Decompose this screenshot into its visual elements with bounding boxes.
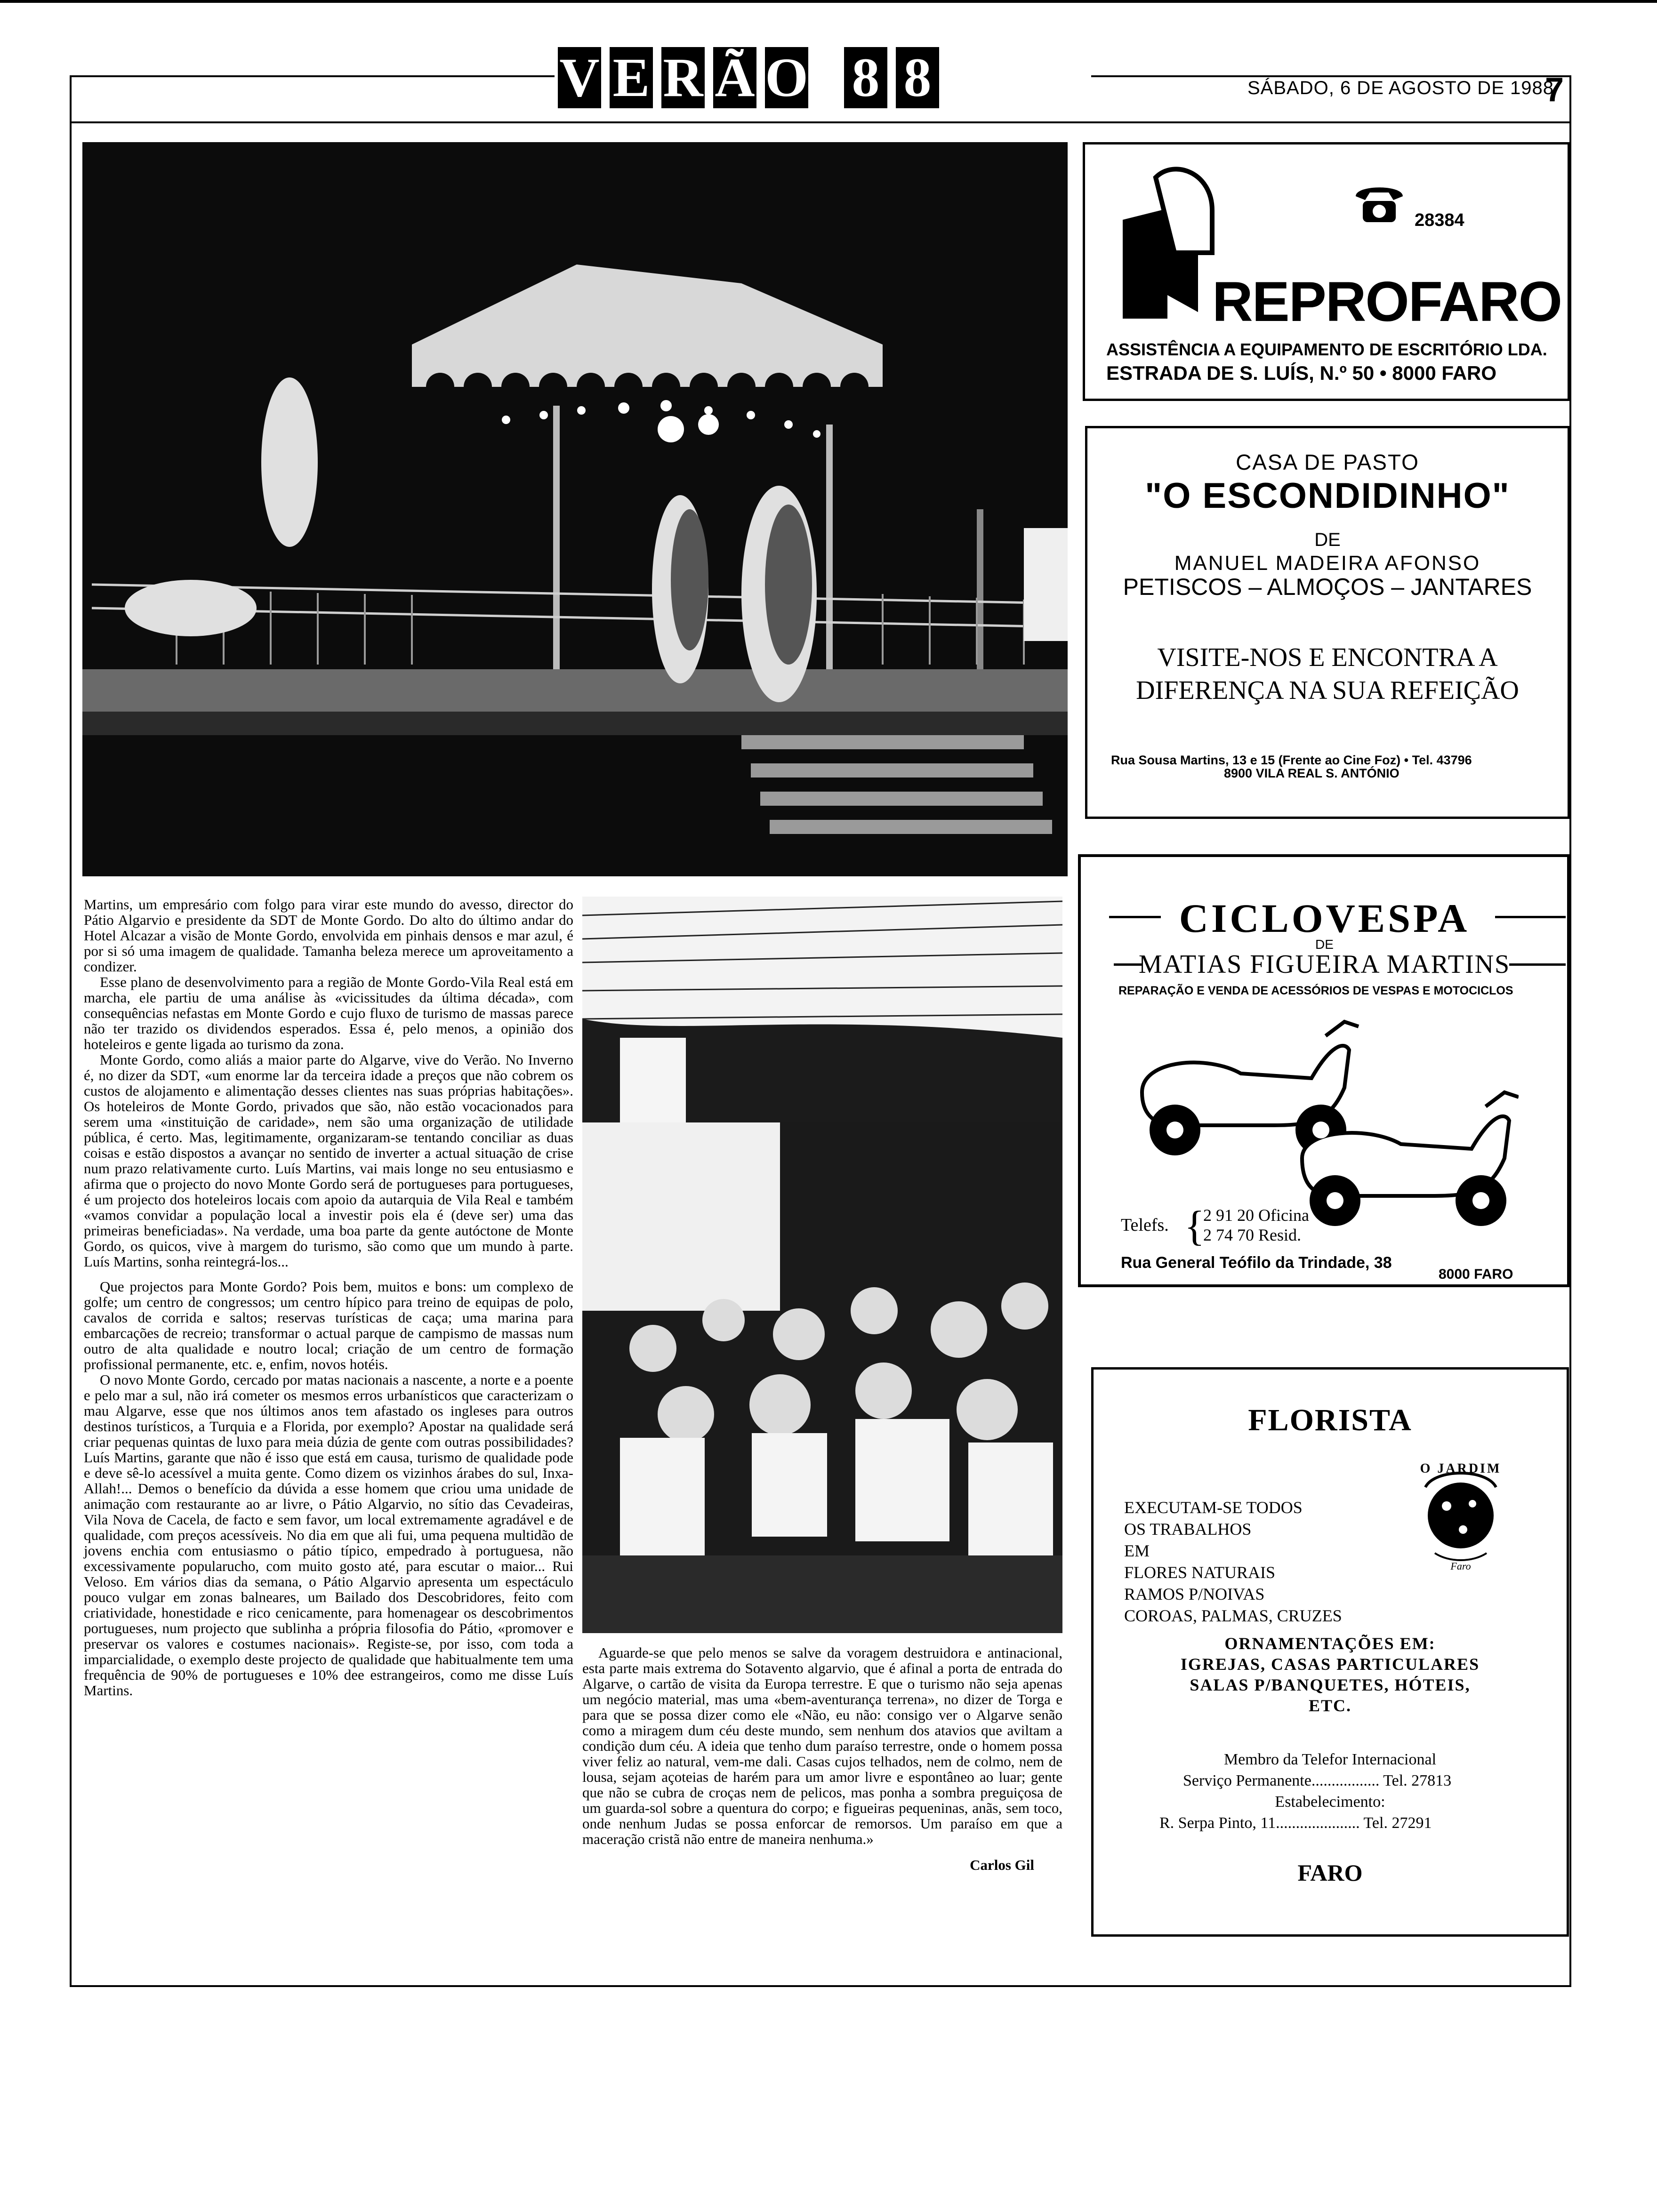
florista-ornament xyxy=(1094,1633,1567,1716)
page-number: 7 xyxy=(1545,71,1564,109)
masthead-letter: R xyxy=(661,47,705,108)
masthead-letter: 8 xyxy=(844,47,887,108)
ad-reprofaro xyxy=(1083,142,1570,401)
ciclovespa-city: 8000 FARO xyxy=(1439,1266,1513,1282)
telephone-icon xyxy=(1353,182,1405,224)
florista-ornament-line: IGREJAS, CASAS PARTICULARES xyxy=(1180,1655,1480,1674)
florista-intro-line: EM xyxy=(1124,1541,1150,1560)
article-paragraph: Que projectos para Monte Gordo? Pois bem, muitos e bons: um complexo de golfe; um centro de congressos; um centro hípico para treino de equipas de polo, cavalos de corrida e saltos; reservas turísticas de caça; uma marina para embarcações de recreio; transformar o actual parque de campismo de massas num outro de alta qualidade e noutro local; criação de um centro de formação profissional permanente, etc. e, enfim, novos hotéis. xyxy=(84,1278,573,1372)
escondidinho-slogan-1: VISITE-NOS E ENCONTRA A xyxy=(1157,643,1498,672)
florista-estab: Estabelecimento: xyxy=(1275,1793,1385,1811)
escondidinho-slogan-2: DIFERENÇA NA SUA REFEIÇÃO xyxy=(1136,676,1519,705)
ciclovespa-address: Rua General Teófilo da Trindade, 38 xyxy=(1121,1254,1392,1272)
photo-stage-performance xyxy=(82,142,1068,876)
ad-florista xyxy=(1091,1367,1569,1937)
masthead-letter: 8 xyxy=(896,47,939,108)
reprofaro-name: REPROFARO xyxy=(1212,270,1562,333)
ciclovespa-name: CICLOVESPA xyxy=(1179,896,1470,941)
florista-logo-text-top: O JARDIM xyxy=(1420,1461,1502,1476)
florista-intro-line: COROAS, PALMAS, CRUZES xyxy=(1124,1606,1342,1625)
article-paragraph: Monte Gordo, como aliás a maior parte do Algarve, vive do Verão. No Inverno é, no dizer da SDT, «um enorme lar da terceira idade a preços que não cobrem os custos de alojamento e alimentação desses clientes nas suas próprias habitações». Os hoteleiros de Monte Gordo, privados que são, não estão vocacionados para serem uma «instituição de caridade», nem são uma organização de utilidade pública, é certo. Mas, legitimamente, organizaram-se tentando conciliar as duas coisas e estão dispostos a avançar no sentido de inverter a actual situação de crise num prazo relativamente curto. Luís Martins, vai mais longe no seu entusiasmo e afirma que o projecto do novo Monte Gordo será de portugueses para portugueses, é um projecto dos hoteleiros locais com apoio da autarquia de Vila Real e também «vamos convidar a população local a investir pois ela é (deve ser) uma das primeiras beneficiadas». Na verdade, uma boa parte da gente autóctone de Monte Gordo, os quicos, vive à margem do turismo, são como que um mundo à parte. Luís Martins, sonha reintegrá-los... xyxy=(84,1051,573,1270)
reprofaro-line1: ASSISTÊNCIA A EQUIPAMENTO DE ESCRITÓRIO LDA. xyxy=(1106,340,1547,359)
article-paragraph: O novo Monte Gordo, cercado por matas nacionais a nascente, a norte e a poente e pelo mar a sul, não irá cometer os mesmos erros urbanísticos que caracterizam o mau Algarve, esse que nos últimos anos tem afastado os ingleses para outros destinos turísticos, a Turquia e a Florida, por exemplo? Apostar na qualidade será criar pequenas quintas de luxo para meia dúzia de gente com outras possibilidades? Luís Martins, garante que não é isso que está em causa, turismo de qualidade pode e deve sê-lo acessível a muita gente. Como dizem os vizinhos árabes do sul, Inxa-Allah!... Demos o benefício da dúvida a esse homem que criou uma unidade de animação com restaurante ao ar livre, o Pátio Algarvio, no sítio das Cevadeiras, Vila Nova de Cacela, de facto e sem favor, um local extremamente agradável e de qualidade, com preços acessíveis. No dia em que ali fui, uma pequena multidão de jovens enchia com entusiasmo o pátio típico, empedrado à portuguesa, não excessivamente popularucho, com muito gosto até, para escutar o maior... Rui Veloso. Em vários dias da semana, o Pátio Algarvio apresenta um espectáculo pouco vulgar em zonas balneares, um Bailado dos Descobridores, feito com criatividade, honestidade e rico cenicamente, para homenagear os descobrimentos portugueses, num projecto que sublinha a própria filosofia do Pátio, «promover e preservar os valores e costumes nacionais». Registe-se, por isso, com toda a imparcialidade, o exemplo deste projecto de qualidade que habitualmente tem uma frequência de 90% de portugueses e 10% dee estrangeiros, como me disse Luís Martins. xyxy=(84,1371,573,1699)
ciclovespa-owner: MATIAS FIGUEIRA MARTINS xyxy=(1138,950,1511,979)
florista-intro-line: RAMOS P/NOIVAS xyxy=(1124,1585,1265,1603)
masthead-letter: Ã xyxy=(713,47,756,108)
scooter-icon xyxy=(1123,1017,1519,1238)
florista-intro-line: EXECUTAM-SE TODOS xyxy=(1124,1498,1303,1517)
escondidinho-address-1: Rua Sousa Martins, 13 e 15 (Frente ao Cine Foz) • Tel. 43796 xyxy=(1111,753,1472,767)
ciclovespa-de: DE xyxy=(1315,937,1334,952)
florista-ornament-line: ORNAMENTAÇÕES EM: xyxy=(1224,1634,1436,1653)
ad-escondidinho xyxy=(1085,426,1570,819)
article-paragraph: Aguarde-se que pelo menos se salve da voragem destruidora e antinacional, esta parte mais extrema do Sotavento algarvio, que é afinal a porta de entrada do Algarve, o cartão de visita da Europa terrestre. E que o turismo não seja apenas um negócio material, mas uma «bem-aventurança terrena», no dizer de Torga e para que se possa dizer como ele «Não, eu não: consigo ver o Algarve senão como a miragem dum céu deste mundo, sem nenhum dos atavios que aviltam a condição dum céu. A ideia que tenho dum paraíso terrestre, onde o homem possa viver feliz ao natural, vem-me dali. Casas cujos telhados, nem de colmo, nem de lousa, sejam açoteias de harém para um amor livre e espontâneo ao luar; gente que não se cubra de croças nem de pelicos, mas ponha a sombra preguiçosa de um guarda-sol sobre a quentura do corpo; e figueiras pequeninas, anãs, sem toco, onde nenhum Judas se possa enforcar de remorsos. Um paraíso em que a maceração cristã não entre de maneira nenhuma.» xyxy=(582,1644,1062,1847)
reprofaro-line2: ESTRADA DE S. LUÍS, N.º 50 • 8000 FARO xyxy=(1106,362,1497,384)
photo-crowd-patio xyxy=(582,897,1062,1633)
ciclovespa-telefs: Telefs. xyxy=(1121,1215,1169,1235)
article-right-column xyxy=(582,1645,1062,1873)
issue-date: SÁBADO, 6 DE AGOSTO DE 1988 xyxy=(1247,78,1554,98)
florista-title: FLORISTA xyxy=(1248,1403,1412,1437)
top-rule xyxy=(0,0,1657,3)
ciclovespa-tel-1: 2 91 20 Oficina xyxy=(1203,1206,1309,1225)
florista-intro-line: OS TRABALHOS xyxy=(1124,1520,1252,1539)
escondidinho-name: "O ESCONDIDINHO" xyxy=(1145,476,1510,516)
ad-ciclovespa xyxy=(1078,854,1570,1287)
article-paragraph: Martins, um empresário com folgo para virar este mundo do avesso, director do Pátio Algarvio e presidente da SDT de Monte Gordo. Do alto do último andar do Hotel Alcazar a visão de Monte Gordo, envolvida em pinhais densos e mar azul, é por si só uma imagem de qualidade. Tamanha beleza merece um aproveitamento a condizer. xyxy=(84,896,573,975)
florista-intro-line: FLORES NATURAIS xyxy=(1124,1563,1276,1582)
masthead-letter: V xyxy=(558,47,601,108)
article-paragraph: Esse plano de desenvolvimento para a região de Monte Gordo-Vila Real está em marcha, ele partiu de uma análise às «vicissitudes da última década», com consequências nefastas em Monte Gordo e cujo fluxo de turismo de massas parece não ter trazido os dividendos esperados. Essa é, pelo menos, a opinião dos hoteleiros e gente ligada ao turismo da zona. xyxy=(84,974,573,1052)
florista-logo-text-bottom: Faro xyxy=(1450,1560,1471,1572)
florista-address: R. Serpa Pinto, 11..................... Tel. 27291 xyxy=(1159,1814,1432,1832)
florista-ornament-line: ETC. xyxy=(1308,1696,1352,1715)
escondidinho-address-2: 8900 VILA REAL S. ANTÓNIO xyxy=(1224,766,1400,780)
escondidinho-services: PETISCOS – ALMOÇOS – JANTARES xyxy=(1123,574,1532,600)
florista-ornament-line: SALAS P/BANQUETES, HÓTEIS, xyxy=(1190,1675,1471,1694)
reprofaro-phone: 28384 xyxy=(1415,210,1464,230)
ciclovespa-tel-2: 2 74 70 Resid. xyxy=(1203,1226,1302,1244)
florista-member: Membro da Telefor Internacional xyxy=(1223,1751,1437,1768)
ciclovespa-brace: { xyxy=(1184,1203,1205,1250)
escondidinho-kicker: CASA DE PASTO xyxy=(1236,450,1419,474)
ciclovespa-services: REPARAÇÃO E VENDA DE ACESSÓRIOS DE VESPAS E MOTOCICLOS xyxy=(1118,984,1513,997)
article-left-column xyxy=(84,897,573,1698)
masthead-letter: E xyxy=(610,47,653,108)
florista-service: Serviço Permanente................. Tel. 27813 xyxy=(1183,1772,1452,1789)
escondidinho-de: DE xyxy=(1314,529,1341,550)
masthead-letter: O xyxy=(765,47,808,108)
florista-city: FARO xyxy=(1297,1859,1363,1886)
florista-intro xyxy=(1124,1497,1342,1627)
byline: Carlos Gil xyxy=(970,1857,1034,1873)
escondidinho-owner: MANUEL MADEIRA AFONSO xyxy=(1174,552,1481,575)
frame-top-inner xyxy=(70,121,1571,123)
